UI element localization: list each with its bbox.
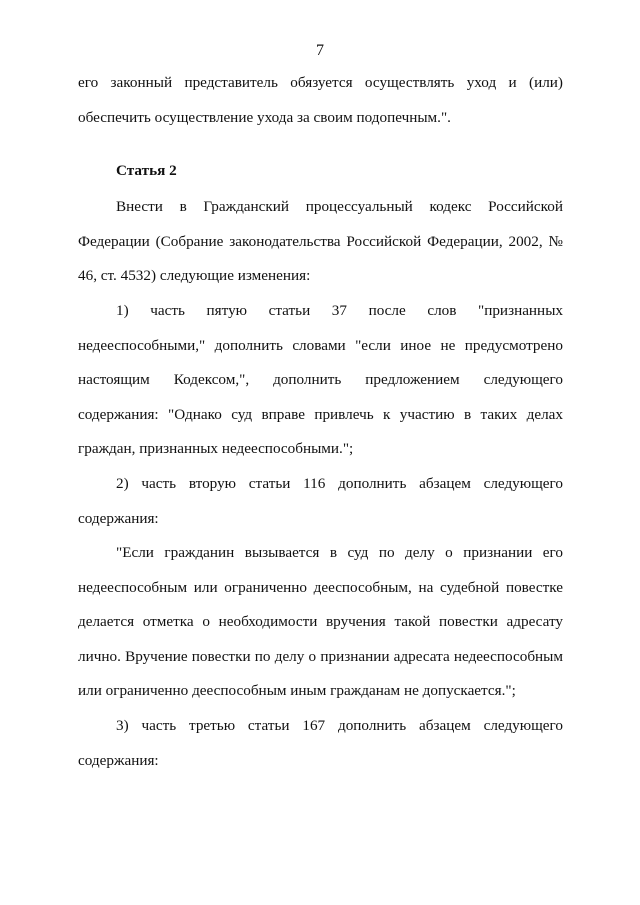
paragraph-quoted-text: "Если гражданин вызывается в суд по делу о признании его недееспособным или ограниченно дееспособным, на судебной повестке делается отметка о необходимости вручения такой повестки адресату лично. Вручение повестки по делу о признании адресата недееспособным или ограниченно дееспособным иным гражданам не допускается."; <box>78 544 563 700</box>
paragraph-item-3: 3) часть третью статьи 167 дополнить абзацем следующего содержания: <box>78 717 563 769</box>
paragraph-item-2: 2) часть вторую статьи 116 дополнить абзацем следующего содержания: <box>78 475 563 527</box>
paragraph-item-1: 1) часть пятую статьи 37 после слов "признанных недееспособными," дополнить словами "если иное не предусмотрено настоящим Кодексом,", дополнить предложением следующего содержания: "Однако суд вправе привлечь к участию в таких делах граждан, признанных недееспособными."; <box>78 302 563 458</box>
paragraph-continuation: его законный представитель обязуется осуществлять уход и (или) обеспечить осуществление ухода за своим подопечным.". <box>78 74 563 126</box>
paragraph-article-intro: Внести в Гражданский процессуальный кодекс Российской Федерации (Собрание законодательства Российской Федерации, 2002, № 46, ст. 4532) следующие изменения: <box>78 198 563 285</box>
article-heading: Статья 2 <box>116 162 177 179</box>
page-number: 7 <box>316 42 324 59</box>
